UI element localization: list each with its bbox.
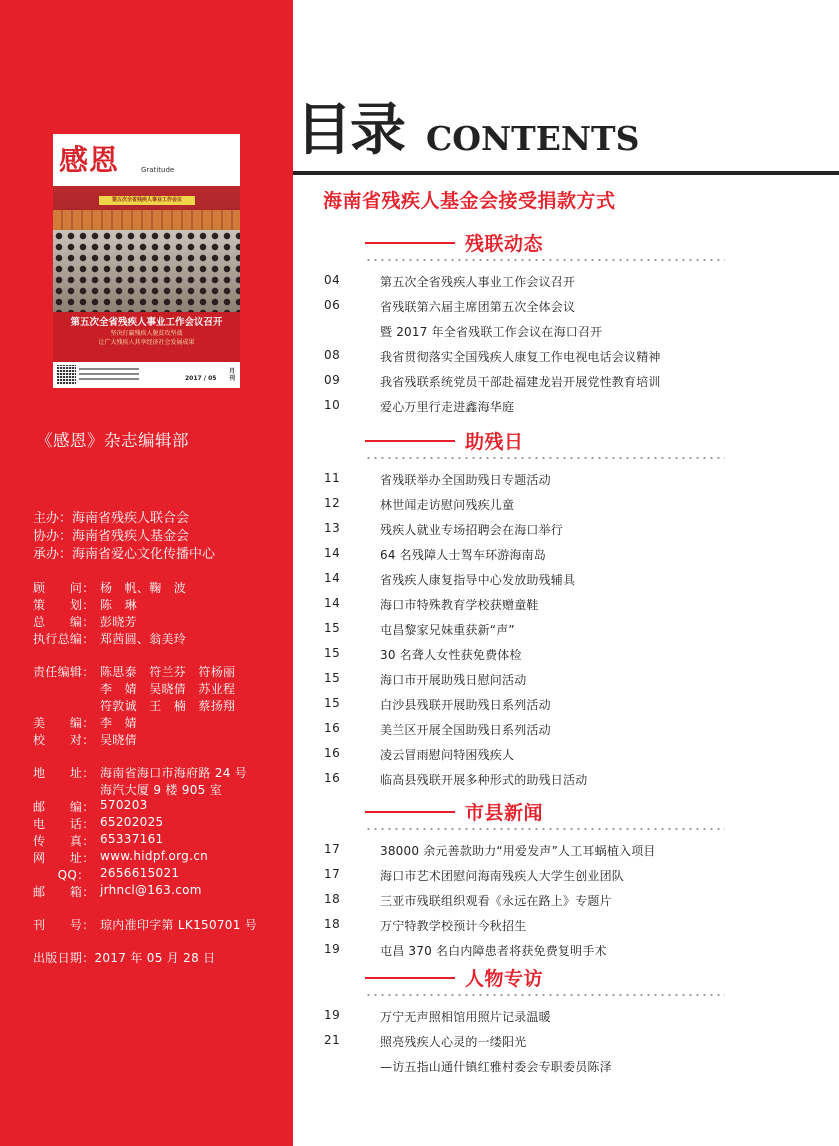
toc-page: 13 — [324, 521, 341, 535]
dotted-divider — [365, 457, 725, 459]
toc-page: 09 — [324, 373, 341, 387]
dotted-divider — [365, 259, 725, 261]
toc-page: 18 — [324, 917, 341, 931]
dotted-divider — [365, 828, 725, 830]
cover-frequency: 月刊 — [229, 368, 236, 382]
toc-item[interactable] — [0, 496, 839, 516]
toc-item[interactable] — [0, 1008, 839, 1028]
toc-title: —访五指山通什镇红雅村委会专职委员陈泽 — [380, 1060, 612, 1074]
section-title: 市县新闻 — [465, 802, 544, 824]
heading-rule — [293, 171, 839, 175]
toc-page: 19 — [324, 942, 341, 956]
toc-title: 省残联举办全国助残日专题活动 — [380, 473, 551, 487]
cover-issue: 2017 / 05 — [185, 375, 217, 382]
toc-item[interactable] — [0, 571, 839, 591]
toc-page: 16 — [324, 771, 341, 785]
toc-item[interactable] — [0, 471, 839, 491]
toc-title: 屯昌 370 名白内障患者将获免费复明手术 — [380, 944, 607, 958]
toc-title: 省残联第六届主席团第五次全体会议 — [380, 300, 576, 314]
organizer-host: 主办：海南省残疾人联合会 — [33, 511, 190, 526]
toc-page: 08 — [324, 348, 341, 362]
toc-title: 残疾人就业专场招聘会在海口举行 — [380, 523, 564, 537]
contents-heading-en: CONTENTS — [426, 119, 640, 158]
toc-item[interactable] — [0, 596, 839, 616]
toc-page: 15 — [324, 646, 341, 660]
toc-title: 30 名聋人女性获免费体检 — [380, 648, 522, 662]
toc-title: 省残疾人康复指导中心发放助残辅具 — [380, 573, 576, 587]
toc-item[interactable] — [0, 867, 839, 887]
toc-title: 林世闻走访慰问残疾儿童 — [380, 498, 515, 512]
dotted-divider — [365, 994, 725, 996]
toc-page: 12 — [324, 496, 341, 510]
toc-item[interactable] — [0, 1033, 839, 1053]
cover-title: 感恩 — [59, 143, 120, 177]
toc-item[interactable] — [0, 746, 839, 766]
toc-item[interactable] — [0, 1058, 839, 1078]
cover-sponsor-line — [79, 368, 139, 370]
toc-title: 万宁特教学校预计今秋招生 — [380, 919, 527, 933]
toc-item[interactable] — [0, 842, 839, 862]
toc-item[interactable] — [0, 398, 839, 418]
toc-title: 白沙县残联开展助残日系列活动 — [380, 698, 551, 712]
section-rule — [365, 977, 455, 979]
toc-page: 15 — [324, 696, 341, 710]
toc-page: 19 — [324, 1008, 341, 1022]
toc-item[interactable] — [0, 721, 839, 741]
organizer-co: 协办：海南省残疾人基金会 — [33, 529, 190, 544]
toc-page: 11 — [324, 471, 341, 485]
toc-item[interactable] — [0, 373, 839, 393]
left-panel: 感恩 Gratitude 第五次全省残疾人事业工作会议 第五次全省残疾人事业工作会议召开 坚决打赢残疾人脱贫攻坚战 让广大残疾人共享经济社会发展成果 2017 / 05 月刊 《感恩》杂志编辑部 主办：海南省残疾人联合会 协办：海南省残疾人基金会 承办：海南省爱心文化传播中心 顾 问： 杨 帆、鞠 波 策 划： 陈 琳 总 编： 彭晓芳 执行总编： 郑茜圆、翁美玲 责任编辑： 陈思泰 符兰芬 符杨丽 李 婧 吴晓倩 苏业程 符敦诚 王 楠 蔡扬翔 美 编： 李 婧 校 对： 吴晓倩 地 址： 海南省海口市海府路 24 号 海汽大厦 9 楼 905 室 邮 编： 570203 电 话： 65202025 传 真： 65337161 网 址： www.hidpf.org.cn QQ： 2656615021 邮 箱： jrhncl@163.com 刊 号： 琼内准印字第 LK150701 号 出版日期：2017 年 05 月 28 日 — [0, 0, 293, 1146]
toc-title: 美兰区开展全国助残日系列活动 — [380, 723, 551, 737]
toc-item[interactable] — [0, 298, 839, 318]
fund-donation-title[interactable]: 海南省残疾人基金会接受捐款方式 — [323, 190, 616, 212]
toc-title: 三亚市残联组织观看《永远在路上》专题片 — [380, 894, 612, 908]
cover-subtitle: Gratitude — [141, 166, 175, 174]
toc-title: 海口市特殊教育学校获赠童鞋 — [380, 598, 539, 612]
toc-title: 我省残联系统党员干部赴福建龙岩开展党性教育培训 — [380, 375, 661, 389]
section-title: 人物专访 — [465, 968, 544, 990]
toc-title: 64 名残障人士驾车环游海南岛 — [380, 548, 547, 562]
toc-page: 21 — [324, 1033, 341, 1047]
toc-title: 海口市艺术团慰问海南残疾人大学生创业团队 — [380, 869, 625, 883]
section-rule — [365, 242, 455, 244]
cover-stage — [53, 210, 240, 230]
toc-page: 16 — [324, 746, 341, 760]
toc-item[interactable] — [0, 348, 839, 368]
toc-page: 15 — [324, 621, 341, 635]
toc-page: 17 — [324, 842, 341, 856]
toc-item[interactable] — [0, 771, 839, 791]
publish-date: 出版日期：2017 年 05 月 28 日 — [33, 951, 216, 965]
toc-item[interactable] — [0, 696, 839, 716]
toc-item[interactable] — [0, 323, 839, 343]
toc-page: 06 — [324, 298, 341, 312]
toc-item[interactable] — [0, 621, 839, 641]
toc-title: 海口市开展助残日慰问活动 — [380, 673, 527, 687]
toc-title: 爱心万里行走进鑫海华庭 — [380, 400, 515, 414]
editorial-department: 《感恩》杂志编辑部 — [36, 431, 189, 450]
cover-line-2: 让广大残疾人共享经济社会发展成果 — [98, 339, 195, 346]
contents-heading-cn: 目录 — [296, 98, 404, 163]
toc-item[interactable] — [0, 942, 839, 962]
toc-title: 屯昌黎家兄妹重获新“声” — [380, 623, 515, 637]
toc-title: 万宁无声照相馆用照片记录温暖 — [380, 1010, 551, 1024]
toc-page: 14 — [324, 546, 341, 560]
section-rule — [365, 811, 455, 813]
toc-page: 15 — [324, 671, 341, 685]
cover-headline: 第五次全省残疾人事业工作会议召开 — [70, 317, 223, 328]
toc-title: 我省贯彻落实全国残疾人康复工作电视电话会议精神 — [380, 350, 661, 364]
toc-page: 14 — [324, 596, 341, 610]
toc-title: 凌云冒雨慰问特困残疾人 — [380, 748, 515, 762]
toc-title: 第五次全省残疾人事业工作会议召开 — [380, 275, 576, 289]
toc-title: 38000 余元善款助力“用爱发声”人工耳蜗植入项目 — [380, 844, 656, 858]
toc-title: 临高县残联开展多种形式的助残日活动 — [380, 773, 588, 787]
section-title: 助残日 — [465, 431, 524, 453]
toc-page: 14 — [324, 571, 341, 585]
toc-item[interactable] — [0, 892, 839, 912]
toc-item[interactable] — [0, 646, 839, 666]
toc-page: 18 — [324, 892, 341, 906]
toc-page: 16 — [324, 721, 341, 735]
cover-banner: 第五次全省残疾人事业工作会议 — [99, 196, 195, 205]
cover-line-1: 坚决打赢残疾人脱贫攻坚战 — [110, 330, 183, 337]
toc-title: 暨 2017 年全省残联工作会议在海口召开 — [380, 325, 603, 339]
toc-page: 04 — [324, 273, 341, 287]
toc-item[interactable] — [0, 273, 839, 293]
toc-page: 17 — [324, 867, 341, 881]
section-title: 残联动态 — [465, 233, 544, 255]
organizer-undertaker: 承办：海南省爱心文化传播中心 — [33, 547, 216, 562]
toc-item[interactable] — [0, 671, 839, 691]
toc-item[interactable] — [0, 546, 839, 566]
section-rule — [365, 440, 455, 442]
toc-page: 10 — [324, 398, 341, 412]
toc-item[interactable] — [0, 521, 839, 541]
toc-item[interactable] — [0, 917, 839, 937]
toc-title: 照亮残疾人心灵的一缕阳光 — [380, 1035, 527, 1049]
